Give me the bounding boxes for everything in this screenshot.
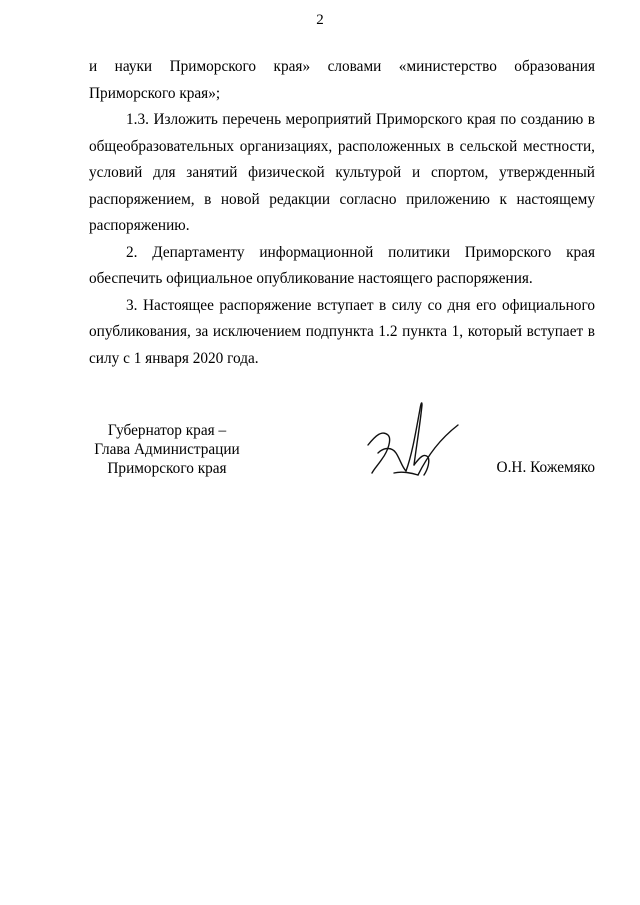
paragraph-continuation: и науки Приморского края» словами «министерство образования Приморского края»; xyxy=(89,58,595,102)
paragraph-3: 3. Настоящее распоряжение вступает в силу со дня его официального опубликования, за исключением подпункта 1.2 пункта 1, который вступает в силу с 1 января 2020 года. xyxy=(89,296,595,367)
signatory-name: О.Н. Кожемяко xyxy=(496,459,595,476)
paragraph-2: 2. Департаменту информационной политики Приморского края обеспечить официальное опубликование настоящего распоряжения. xyxy=(89,243,595,287)
signatory-title-line: Губернатор края – xyxy=(107,422,227,439)
signatory-title-line: Глава Администрации xyxy=(94,441,240,458)
handwritten-signature xyxy=(358,395,468,490)
document-body xyxy=(89,54,595,372)
paragraph-1-3: 1.3. Изложить перечень мероприятий Приморского края по созданию в общеобразовательных организациях, расположенных в сельской местности, условий для занятий физической культурой и спортом, утвержденный распоряжением, в новой редакции согласно приложению к настоящему распоряжению. xyxy=(89,111,595,234)
page-number: 2 xyxy=(316,12,324,28)
signatory-title-line: Приморского края xyxy=(107,460,227,477)
signatory-title xyxy=(82,421,252,478)
